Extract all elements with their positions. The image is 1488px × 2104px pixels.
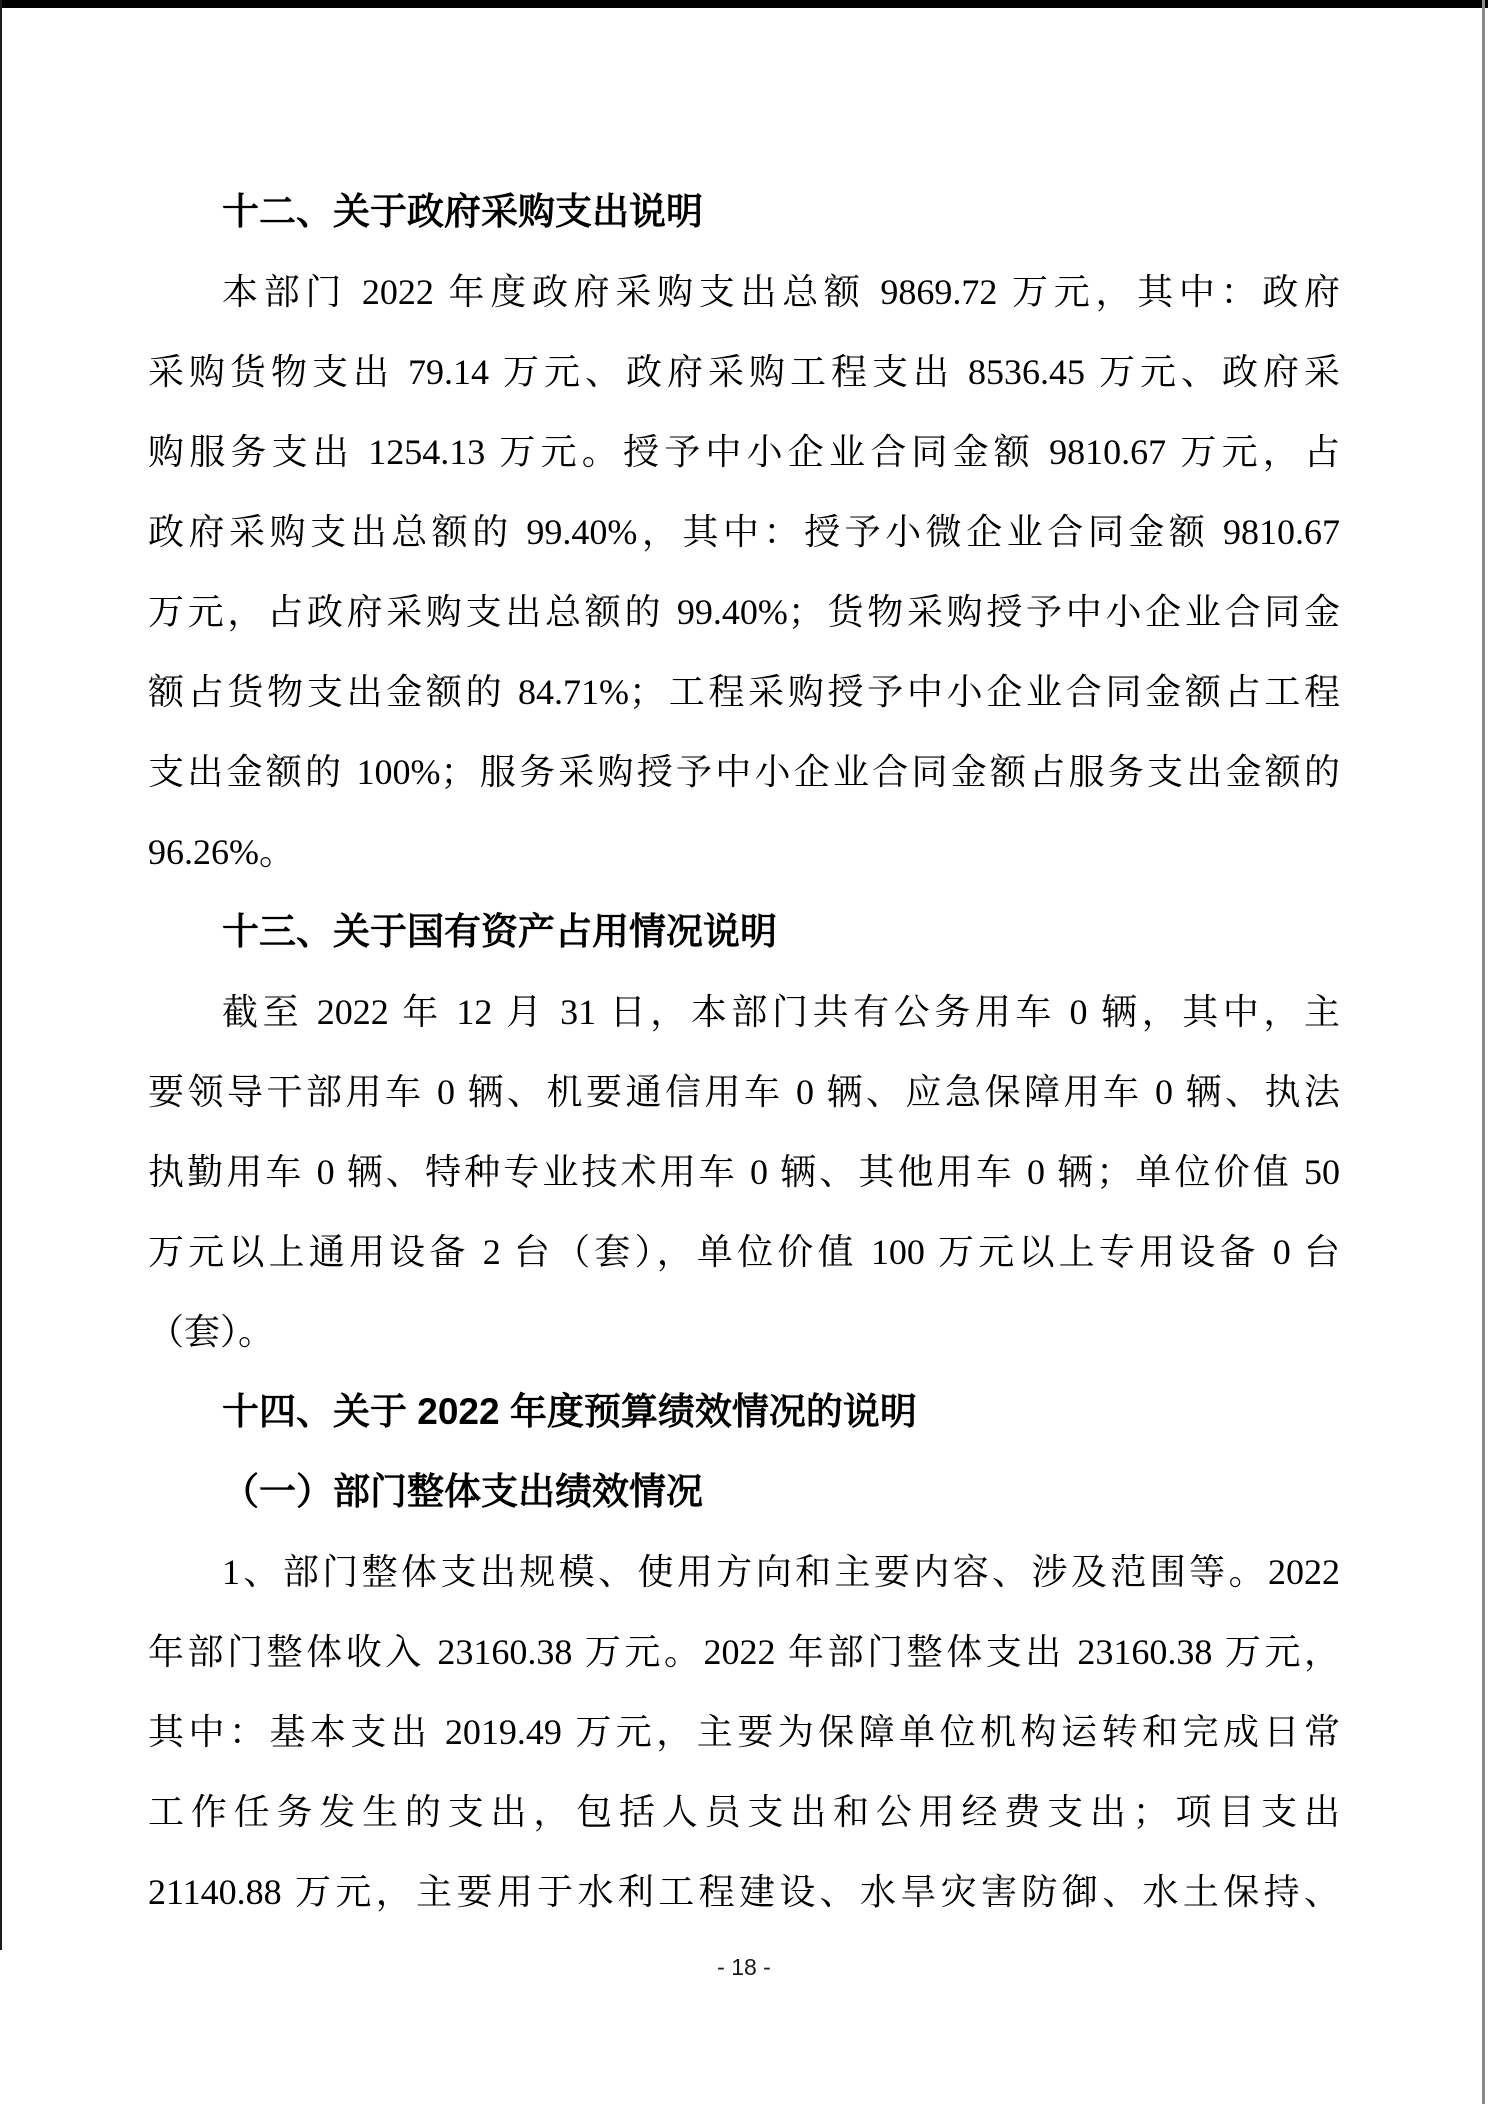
page-number: - 18 - <box>717 1954 771 1980</box>
paragraph-line: 截至 2022 年 12 月 31 日，本部门共有公务用车 0 辆，其中，主 <box>222 992 1340 1032</box>
paragraph-line: 采购货物支出 79.14 万元、政府采购工程支出 8536.45 万元、政府采 <box>148 352 1340 392</box>
section-14-paragraph <box>148 1532 1340 1932</box>
paragraph-line: 要领导干部用车 0 辆、机要通信用车 0 辆、应急保障用车 0 辆、执法 <box>148 1072 1340 1112</box>
paragraph-line: 21140.88 万元，主要用于水利工程建设、水旱灾害防御、水土保持、 <box>148 1872 1340 1912</box>
paragraph-line: 其中：基本支出 2019.49 万元，主要为保障单位机构运转和完成日常 <box>148 1712 1340 1752</box>
page-border-top <box>0 0 1488 8</box>
paragraph-line: 万元，占政府采购支出总额的 99.40%；货物采购授予中小企业合同金 <box>148 592 1340 632</box>
paragraph-line: 本部门 2022 年度政府采购支出总额 9869.72 万元，其中：政府 <box>222 272 1340 312</box>
page-border-left <box>0 0 2 1950</box>
section-13-paragraph <box>148 972 1340 1372</box>
section-12-paragraph <box>148 252 1340 892</box>
section-12-heading: 十二、关于政府采购支出说明 <box>222 191 703 232</box>
page-border-right <box>1482 0 1485 2104</box>
paragraph-line: 额占货物支出金额的 84.71%；工程采购授予中小企业合同金额占工程 <box>148 672 1340 712</box>
paragraph-line: 支出金额的 100%；服务采购授予中小企业合同金额占服务支出金额的 <box>148 752 1340 792</box>
paragraph-line: 1、部门整体支出规模、使用方向和主要内容、涉及范围等。2022 <box>222 1552 1340 1592</box>
section-14-subheading: （一）部门整体支出绩效情况 <box>222 1471 703 1512</box>
paragraph-line: 工作任务发生的支出，包括人员支出和公用经费支出；项目支出 <box>148 1792 1340 1832</box>
paragraph-line: 96.26%。 <box>148 832 295 872</box>
paragraph-line: 政府采购支出总额的 99.40%，其中：授予小微企业合同金额 9810.67 <box>148 512 1340 552</box>
paragraph-line: 购服务支出 1254.13 万元。授予中小企业合同金额 9810.67 万元，占 <box>148 432 1340 472</box>
paragraph-line: （套）。 <box>148 1312 275 1352</box>
page-content <box>148 172 1340 1932</box>
section-13-heading: 十三、关于国有资产占用情况说明 <box>222 911 777 952</box>
paragraph-line: 年部门整体收入 23160.38 万元。2022 年部门整体支出 23160.38 万元， <box>148 1632 1340 1672</box>
section-14-heading: 十四、关于 2022 年度预算绩效情况的说明 <box>222 1391 917 1432</box>
paragraph-line: 执勤用车 0 辆、特种专业技术用车 0 辆、其他用车 0 辆；单位价值 50 <box>148 1152 1340 1192</box>
paragraph-line: 万元以上通用设备 2 台（套），单位价值 100 万元以上专用设备 0 台 <box>148 1232 1340 1272</box>
